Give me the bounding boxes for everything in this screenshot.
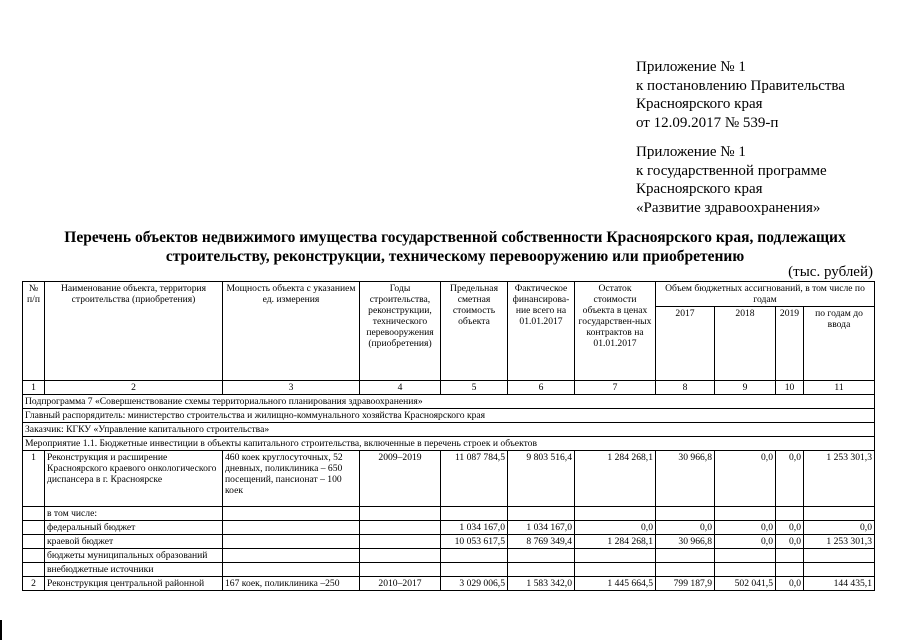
- funding-2018: [715, 549, 776, 563]
- funding-actual: 8 769 349,4: [508, 535, 575, 549]
- funding-label: федеральный бюджет: [45, 521, 223, 535]
- object-2018: 0,0: [715, 451, 776, 507]
- funding-remainder: [575, 563, 656, 577]
- col-number: 5: [441, 381, 508, 395]
- appendix-line: «Развитие здравоохранения»: [636, 199, 821, 216]
- section-row: [23, 409, 875, 423]
- section-row: [23, 423, 875, 437]
- funding-2019: 0,0: [776, 535, 804, 549]
- object-by-years: 144 435,1: [804, 577, 875, 591]
- object-remainder: 1 284 268,1: [575, 451, 656, 507]
- funding-2017: 30 966,8: [656, 535, 715, 549]
- empty-cell: [223, 549, 360, 563]
- object-num: 2: [23, 577, 45, 591]
- header-2017: 2017: [656, 307, 715, 381]
- section-row: [23, 395, 875, 409]
- header-name: Наименование объекта, территория строительства (приобретения): [45, 282, 223, 381]
- header-num: № п/п: [23, 282, 45, 381]
- empty-cell: [360, 507, 441, 521]
- object-remainder: 1 445 664,5: [575, 577, 656, 591]
- object-2017: 799 187,9: [656, 577, 715, 591]
- funding-actual: 1 034 167,0: [508, 521, 575, 535]
- funding-remainder: [575, 507, 656, 521]
- funding-2019: 0,0: [776, 521, 804, 535]
- object-2017: 30 966,8: [656, 451, 715, 507]
- object-capacity: 167 коек, поликлиника –250: [223, 577, 360, 591]
- title-line-2: строительству, реконструкции, техническому перевооружению или приобретению: [165, 248, 745, 265]
- header-remainder: Остаток стоимости объекта в ценах государствен-ных контрактов на 01.01.2017: [575, 282, 656, 381]
- funding-actual: [508, 563, 575, 577]
- empty-cell: [23, 535, 45, 549]
- header-2019: 2019: [776, 307, 804, 381]
- funding-label: в том числе:: [45, 507, 223, 521]
- header-row: [23, 282, 875, 307]
- header-capacity: Мощность объекта с указанием ед. измерения: [223, 282, 360, 381]
- funding-by-years: 1 253 301,3: [804, 535, 875, 549]
- appendix-line: к государственной программе: [636, 162, 827, 179]
- header-budget: Объем бюджетных ассигнований, в том числе по годам: [656, 282, 875, 307]
- empty-cell: [360, 521, 441, 535]
- empty-cell: [23, 507, 45, 521]
- funding-row: [23, 549, 875, 563]
- funding-actual: [508, 507, 575, 521]
- object-actual: 1 583 342,0: [508, 577, 575, 591]
- object-max-cost: 11 087 784,5: [441, 451, 508, 507]
- units-label: (тыс. рублей): [788, 264, 873, 280]
- subprogram-cell: Подпрограмма 7 «Совершенствование схемы территориального планирования здравоохранения»: [23, 395, 875, 409]
- object-max-cost: 3 029 006,5: [441, 577, 508, 591]
- object-by-years: 1 253 301,3: [804, 451, 875, 507]
- funding-max-cost: [441, 549, 508, 563]
- customer-cell: Заказчик: КГКУ «Управление капитального строительства»: [23, 423, 875, 437]
- col-number: 10: [776, 381, 804, 395]
- object-num: 1: [23, 451, 45, 507]
- column-numbers-row: [23, 381, 875, 395]
- object-actual: 9 803 516,4: [508, 451, 575, 507]
- col-number: 3: [223, 381, 360, 395]
- funding-row: [23, 521, 875, 535]
- funding-2019: [776, 563, 804, 577]
- funding-by-years: [804, 507, 875, 521]
- header-max-cost: Предельная сметная стоимость объекта: [441, 282, 508, 381]
- funding-2019: [776, 549, 804, 563]
- header-years: Годы строительства, реконструкции, технического перевооружения (приобретения): [360, 282, 441, 381]
- object-capacity: 460 коек круглосуточных, 52 дневных, поликлиника – 650 посещений, пансионат – 100 коек: [223, 451, 360, 507]
- funding-max-cost: 10 053 617,5: [441, 535, 508, 549]
- appendix-line: Приложение № 1: [636, 144, 746, 160]
- empty-cell: [23, 563, 45, 577]
- appendix-resolution: [636, 58, 845, 132]
- appendix-line: Красноярского края: [636, 96, 763, 112]
- col-number: 6: [508, 381, 575, 395]
- funding-2018: 0,0: [715, 521, 776, 535]
- empty-cell: [360, 535, 441, 549]
- funding-row: [23, 535, 875, 549]
- funding-max-cost: [441, 563, 508, 577]
- empty-cell: [360, 549, 441, 563]
- header-actual: Фактическое финансирова-ние всего на 01.01.2017: [508, 282, 575, 381]
- funding-2018: [715, 563, 776, 577]
- object-2018: 502 041,5: [715, 577, 776, 591]
- scan-edge-mark: [0, 620, 2, 640]
- appendix-line: от 12.09.2017 № 539-п: [636, 114, 779, 131]
- funding-2019: [776, 507, 804, 521]
- empty-cell: [23, 521, 45, 535]
- objects-table: [22, 281, 875, 591]
- empty-cell: [360, 563, 441, 577]
- funding-max-cost: [441, 507, 508, 521]
- header-by-years: по годам до ввода: [804, 307, 875, 381]
- section-row: [23, 437, 875, 451]
- empty-cell: [223, 563, 360, 577]
- appendix-line: Красноярского края: [636, 181, 763, 197]
- object-years: 2010–2017: [360, 577, 441, 591]
- funding-2018: 0,0: [715, 535, 776, 549]
- funding-by-years: 0,0: [804, 521, 875, 535]
- object-name: Реконструкция и расширение Красноярского краевого онкологического диспансера в г. Красноярске: [45, 451, 223, 507]
- object-2019: 0,0: [776, 577, 804, 591]
- document-title: [40, 228, 870, 266]
- appendix-program: [636, 143, 827, 217]
- funding-max-cost: 1 034 167,0: [441, 521, 508, 535]
- funding-actual: [508, 549, 575, 563]
- funding-row: [23, 563, 875, 577]
- col-number: 2: [45, 381, 223, 395]
- measure-cell: Мероприятие 1.1. Бюджетные инвестиции в объекты капитального строительства, включенные в перечень строек и объектов: [23, 437, 875, 451]
- col-number: 1: [23, 381, 45, 395]
- object-row: [23, 451, 875, 507]
- object-2019: 0,0: [776, 451, 804, 507]
- funding-2017: [656, 549, 715, 563]
- funding-row: [23, 507, 875, 521]
- appendix-line: к постановлению Правительства: [636, 77, 845, 94]
- empty-cell: [223, 535, 360, 549]
- col-number: 4: [360, 381, 441, 395]
- col-number: 11: [804, 381, 875, 395]
- funding-label: внебюджетные источники: [45, 563, 223, 577]
- funding-label: краевой бюджет: [45, 535, 223, 549]
- funding-2018: [715, 507, 776, 521]
- col-number: 8: [656, 381, 715, 395]
- col-number: 7: [575, 381, 656, 395]
- empty-cell: [223, 521, 360, 535]
- funding-remainder: 0,0: [575, 521, 656, 535]
- appendix-line: Приложение № 1: [636, 59, 746, 75]
- funding-2017: [656, 563, 715, 577]
- object-years: 2009–2019: [360, 451, 441, 507]
- title-line-1: Перечень объектов недвижимого имущества государственной собственности Красноярского края, подлежащих: [64, 229, 846, 246]
- funding-by-years: [804, 549, 875, 563]
- funding-remainder: [575, 549, 656, 563]
- funding-label: бюджеты муниципальных образований: [45, 549, 223, 563]
- funding-remainder: 1 284 268,1: [575, 535, 656, 549]
- main-manager-cell: Главный распорядитель: министерство строительства и жилищно-коммунального хозяйства Красноярского края: [23, 409, 875, 423]
- empty-cell: [223, 507, 360, 521]
- funding-2017: [656, 507, 715, 521]
- empty-cell: [23, 549, 45, 563]
- header-2018: 2018: [715, 307, 776, 381]
- object-row: [23, 577, 875, 591]
- funding-2017: 0,0: [656, 521, 715, 535]
- col-number: 9: [715, 381, 776, 395]
- object-name: Реконструкция центральной районной: [45, 577, 223, 591]
- funding-by-years: [804, 563, 875, 577]
